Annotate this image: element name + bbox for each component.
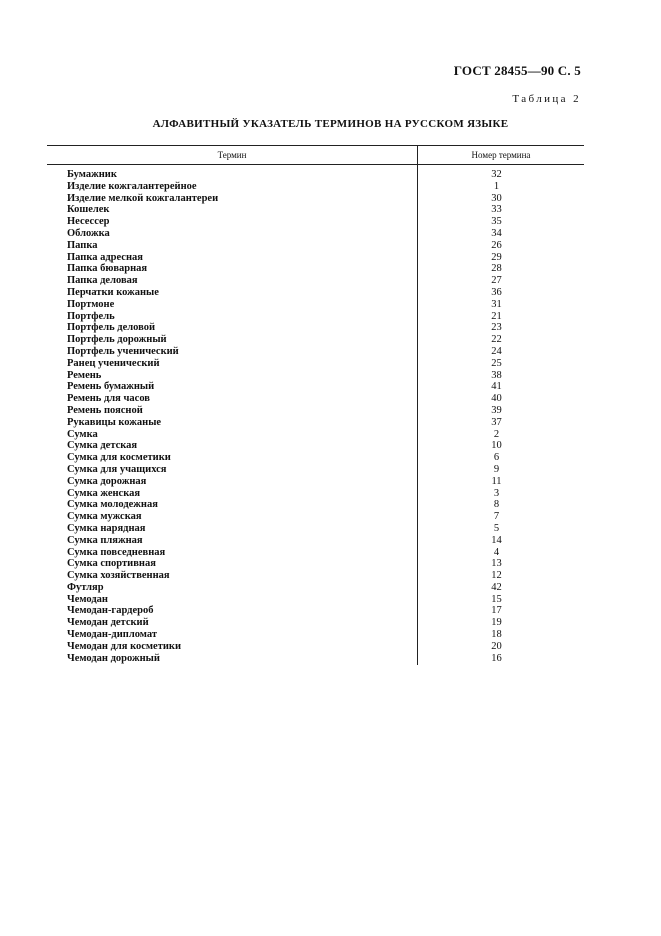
term-number: 8 [493,499,500,511]
term-name: Чемодан детский [67,617,149,629]
table-row [47,641,584,653]
term-name: Ремень поясной [67,404,143,416]
table-row [47,252,584,264]
term-number: 35 [491,216,502,228]
term-number: 4 [493,546,500,558]
table-row [47,417,584,429]
table-row [47,499,584,511]
term-name: Сумка нарядная [67,522,146,534]
column-header-number: Номер термина [471,150,531,160]
term-name: Обложка [67,227,110,239]
term-name: Несессер [67,216,110,228]
term-name: Сумка для косметики [67,452,171,464]
term-number: 19 [491,617,502,629]
term-number: 25 [491,357,502,369]
term-number: 6 [493,452,500,464]
table-row [47,216,584,228]
term-name: Сумка пляжная [67,534,143,546]
table-row [47,193,584,205]
column-header-term: Термин [47,146,418,164]
term-number: 29 [491,251,502,263]
table-row [47,429,584,441]
table-title: АЛФАВИТНЫЙ УКАЗАТЕЛЬ ТЕРМИНОВ НА РУССКОМ ЯЗЫКЕ [152,118,509,130]
table-row [47,287,584,299]
table-row [47,370,584,382]
table-row [47,570,584,582]
table-row [47,452,584,464]
term-name: Перчатки кожаные [67,286,159,298]
term-number: 16 [491,652,502,664]
table-row [47,653,584,665]
table-row [47,334,584,346]
table-row [47,440,584,452]
table-row [47,169,584,181]
term-name: Папка деловая [67,275,138,287]
term-number: 18 [491,629,502,641]
term-name: Бумажник [67,169,117,180]
table-row [47,405,584,417]
table-label: Таблица 2 [512,93,581,105]
term-number: 9 [493,463,500,475]
term-name: Сумка молодежная [67,499,158,511]
table-row [47,275,584,287]
table-header-row [47,145,584,165]
term-number: 3 [493,487,500,499]
term-name: Сумка женская [67,487,141,499]
term-number: 11 [491,475,502,487]
term-name: Портфель [67,310,115,322]
term-name: Футляр [67,581,104,593]
term-number: 24 [491,345,502,357]
term-name: Сумка [67,428,98,440]
term-name: Папка адресная [67,251,143,263]
term-name: Папка [67,239,98,251]
term-number: 15 [491,593,502,605]
term-name: Сумка хозяйственная [67,570,170,582]
term-number: 13 [491,558,502,570]
term-name: Чемодан дорожный [67,652,160,664]
term-name: Сумка повседневная [67,546,166,558]
table-row [47,393,584,405]
term-name: Сумка дорожная [67,475,147,487]
term-number: 40 [491,393,502,405]
term-name: Сумка мужская [67,511,142,523]
table-row [47,299,584,311]
term-number: 7 [493,511,500,523]
term-name: Чемодан-гардероб [67,605,154,617]
term-number: 32 [491,169,502,180]
table-row [47,629,584,641]
term-name: Кошелек [67,204,110,216]
term-number: 37 [491,416,502,428]
term-number: 26 [491,239,502,251]
table-row [47,228,584,240]
table-row [47,263,584,275]
table-row [47,204,584,216]
table-row [47,346,584,358]
term-name: Ремень для часов [67,393,150,405]
table-row [47,476,584,488]
term-number: 42 [491,581,502,593]
table-row [47,240,584,252]
term-number: 2 [493,428,500,440]
term-name: Рукавицы кожаные [67,416,162,428]
table-row [47,605,584,617]
term-name: Ранец ученический [67,357,160,369]
table-row [47,181,584,193]
term-number: 27 [491,275,502,287]
term-number: 34 [491,227,502,239]
term-number: 5 [493,522,500,534]
table-row [47,511,584,523]
term-name: Изделие мелкой кожгалантереи [67,192,219,204]
term-name: Ремень [67,369,102,381]
term-name: Портмоне [67,298,115,310]
term-name: Папка бюварная [67,263,148,275]
term-number: 14 [491,534,502,546]
term-number: 21 [491,310,502,322]
term-name: Сумка детская [67,440,138,452]
table-body [47,165,584,664]
term-number: 20 [491,640,502,652]
term-number: 38 [491,369,502,381]
term-name: Чемодан-дипломат [67,629,158,641]
term-name: Чемодан [67,593,108,605]
table-row [47,617,584,629]
term-number: 22 [491,334,502,346]
term-name: Чемодан для косметики [67,640,182,652]
term-name: Сумка спортивная [67,558,156,570]
term-number: 1 [493,180,500,192]
term-name: Сумка для учащихся [67,463,167,475]
table-row [47,547,584,559]
table-row [47,322,584,334]
term-name: Портфель деловой [67,322,156,334]
term-name: Портфель ученический [67,345,179,357]
term-number: 23 [491,322,502,334]
table-row [47,358,584,370]
term-number: 12 [491,570,502,582]
term-number: 36 [491,286,502,298]
table-row [47,523,584,535]
term-name: Ремень бумажный [67,381,155,393]
table-row [47,381,584,393]
term-number: 33 [491,204,502,216]
term-number: 31 [491,298,502,310]
table-row [47,464,584,476]
term-number: 39 [491,404,502,416]
table-row [47,582,584,594]
term-number: 30 [491,192,502,204]
term-number: 28 [491,263,502,275]
page-header: ГОСТ 28455—90 С. 5 [453,63,581,78]
table-row [47,558,584,570]
term-name: Портфель дорожный [67,334,167,346]
term-name: Изделие кожгалантерейное [67,180,197,192]
term-number: 17 [491,605,502,617]
term-number: 10 [491,440,502,452]
table-row [47,594,584,606]
table-row [47,488,584,500]
table-row [47,535,584,547]
term-number: 41 [491,381,502,393]
table-row [47,311,584,323]
index-table [47,145,584,664]
